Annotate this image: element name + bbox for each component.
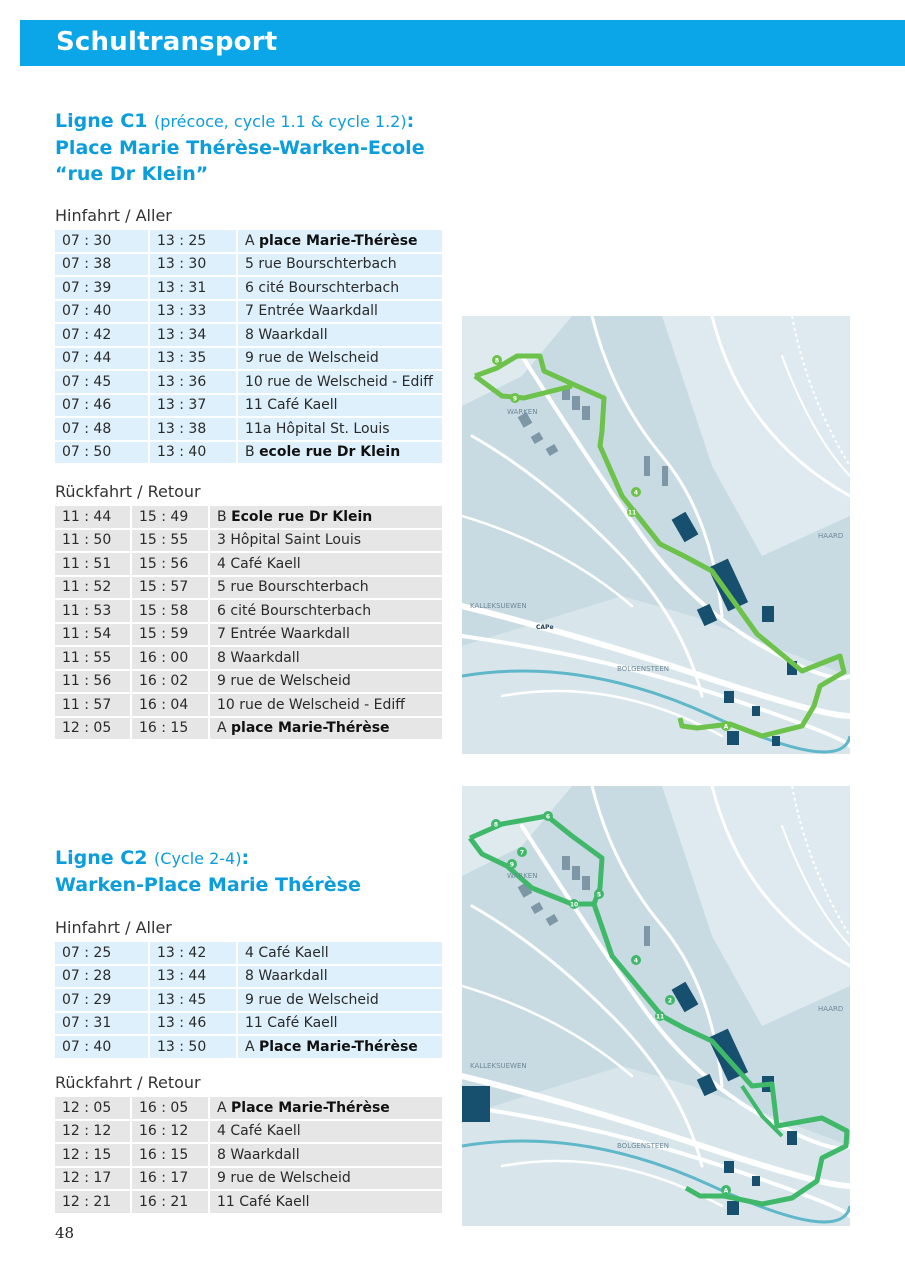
stop-code: 10 <box>245 373 263 390</box>
c2-return-table <box>55 1095 442 1215</box>
stop-cell <box>236 942 442 964</box>
schedule-row <box>55 371 442 393</box>
departure-time-morning: 12 : 21 <box>55 1191 130 1213</box>
departure-time-afternoon: 13 : 46 <box>148 1013 236 1035</box>
departure-time-morning: 07 : 44 <box>55 348 148 370</box>
stop-code: B <box>245 444 255 461</box>
svg-text:8: 8 <box>493 821 499 829</box>
svg-text:HAARD: HAARD <box>818 1005 844 1013</box>
svg-text:10: 10 <box>569 901 579 909</box>
stop-cell <box>236 989 442 1011</box>
c1-outbound-table <box>55 228 442 465</box>
c2-outbound-table <box>55 940 442 1060</box>
stop-code: 7 <box>245 303 254 320</box>
schedule-row <box>55 1121 442 1143</box>
line-c1-route-1: Place Marie Thérèse-Warken-Ecole <box>55 137 425 159</box>
stop-cell <box>236 418 442 440</box>
line-c2-route-1: Warken-Place Marie Thérèse <box>55 874 361 896</box>
c2-outbound-title: Hinfahrt / Aller <box>55 918 172 937</box>
departure-time-afternoon: 16 : 21 <box>130 1191 208 1213</box>
stop-name: rue de Welscheid <box>230 673 351 690</box>
schedule-row <box>55 647 442 669</box>
svg-text:KALLEKSUEWEN: KALLEKSUEWEN <box>470 602 527 610</box>
svg-text:WARKEN: WARKEN <box>507 872 538 880</box>
schedule-row <box>55 530 442 552</box>
stop-cell <box>208 624 442 646</box>
stop-cell <box>208 1121 442 1143</box>
c2-return-title: Rückfahrt / Retour <box>55 1073 201 1092</box>
departure-time-morning: 07 : 28 <box>55 966 148 988</box>
departure-time-morning: 11 : 53 <box>55 600 130 622</box>
stop-name: Waarkdall <box>230 1146 300 1163</box>
departure-time-morning: 07 : 40 <box>55 1036 148 1058</box>
schedule-row <box>55 254 442 276</box>
stop-name: rue de Welscheid <box>258 350 379 367</box>
stop-name: rue de Welscheid - Ediff <box>267 373 433 390</box>
c1-route-map <box>462 316 850 754</box>
stop-code: 9 <box>245 991 254 1008</box>
departure-time-afternoon: 13 : 37 <box>148 395 236 417</box>
stop-cell <box>208 600 442 622</box>
stop-name: Café Kaell <box>267 397 338 414</box>
departure-time-afternoon: 13 : 40 <box>148 442 236 464</box>
stop-cell <box>236 1013 442 1035</box>
departure-time-morning: 07 : 39 <box>55 277 148 299</box>
stop-name: Café Kaell <box>267 1015 338 1032</box>
line-c1-name: Ligne C1 <box>55 110 148 132</box>
svg-text:11: 11 <box>627 509 637 517</box>
line-c1-route-2: “rue Dr Klein” <box>55 163 209 185</box>
schedule-row <box>55 324 442 346</box>
svg-text:BOLGENSTEEN: BOLGENSTEEN <box>617 1142 669 1150</box>
departure-time-afternoon: 13 : 42 <box>148 942 236 964</box>
svg-text:A: A <box>723 723 729 731</box>
stop-name: Hôpital Saint Louis <box>230 532 361 549</box>
stop-cell <box>236 371 442 393</box>
departure-time-afternoon: 16 : 04 <box>130 694 208 716</box>
stop-name: place Marie-Thérèse <box>231 720 390 737</box>
stop-name: Entrée Waarkdall <box>230 626 350 643</box>
line-c1-colon: : <box>406 110 415 132</box>
stop-cell <box>208 577 442 599</box>
stop-cell <box>208 1097 442 1119</box>
schedule-row <box>55 989 442 1011</box>
stop-name: rue Bourschterbach <box>230 579 369 596</box>
schedule-row <box>55 577 442 599</box>
stop-name: Ecole rue Dr Klein <box>231 508 373 525</box>
schedule-row <box>55 694 442 716</box>
stop-cell <box>208 718 442 740</box>
schedule-row <box>55 442 442 464</box>
departure-time-morning: 12 : 17 <box>55 1168 130 1190</box>
departure-time-morning: 07 : 29 <box>55 989 148 1011</box>
stop-cell <box>236 395 442 417</box>
departure-time-afternoon: 16 : 15 <box>130 1144 208 1166</box>
stop-name: rue Bourschterbach <box>258 256 397 273</box>
departure-time-morning: 12 : 05 <box>55 1097 130 1119</box>
stop-name: place Marie-Thérèse <box>259 232 418 249</box>
stop-code: 8 <box>245 968 254 985</box>
departure-time-afternoon: 15 : 59 <box>130 624 208 646</box>
departure-time-morning: 07 : 45 <box>55 371 148 393</box>
svg-text:9: 9 <box>512 395 518 403</box>
svg-text:WARKEN: WARKEN <box>507 408 538 416</box>
departure-time-afternoon: 13 : 31 <box>148 277 236 299</box>
page-title: Schultransport <box>56 27 278 57</box>
stop-code: A <box>245 1038 255 1055</box>
departure-time-morning: 07 : 46 <box>55 395 148 417</box>
stop-code: 5 <box>217 579 226 596</box>
schedule-row <box>55 624 442 646</box>
departure-time-morning: 11 : 50 <box>55 530 130 552</box>
departure-time-morning: 11 : 52 <box>55 577 130 599</box>
stop-code: A <box>245 232 255 249</box>
line-c2-heading <box>55 845 361 898</box>
stop-code: 4 <box>245 944 254 961</box>
schedule-row <box>55 1191 442 1213</box>
departure-time-morning: 12 : 15 <box>55 1144 130 1166</box>
schedule-row <box>55 277 442 299</box>
departure-time-afternoon: 16 : 02 <box>130 671 208 693</box>
stop-name: Waarkdall <box>258 968 328 985</box>
schedule-row <box>55 1013 442 1035</box>
departure-time-morning: 07 : 38 <box>55 254 148 276</box>
stop-cell <box>208 694 442 716</box>
line-c1-subtitle: (précoce, cycle 1.1 & cycle 1.2) <box>154 112 407 131</box>
departure-time-morning: 12 : 05 <box>55 718 130 740</box>
schedule-row <box>55 395 442 417</box>
departure-time-afternoon: 13 : 50 <box>148 1036 236 1058</box>
schedule-row <box>55 230 442 252</box>
stop-code: 9 <box>245 350 254 367</box>
departure-time-afternoon: 16 : 00 <box>130 647 208 669</box>
stop-code: B <box>217 508 227 525</box>
stop-name: cité Bourschterbach <box>258 279 400 296</box>
departure-time-morning: 07 : 48 <box>55 418 148 440</box>
departure-time-morning: 11 : 55 <box>55 647 130 669</box>
svg-text:8: 8 <box>494 357 500 365</box>
stop-code: 3 <box>217 532 226 549</box>
departure-time-afternoon: 13 : 35 <box>148 348 236 370</box>
stop-code: 6 <box>217 602 226 619</box>
svg-text:9: 9 <box>509 861 515 869</box>
svg-text:KALLEKSUEWEN: KALLEKSUEWEN <box>470 1062 527 1070</box>
svg-text:HAARD: HAARD <box>818 532 844 540</box>
departure-time-morning: 11 : 54 <box>55 624 130 646</box>
departure-time-morning: 11 : 44 <box>55 506 130 528</box>
stop-cell <box>208 647 442 669</box>
schedule-row <box>55 600 442 622</box>
departure-time-afternoon: 16 : 12 <box>130 1121 208 1143</box>
stop-name: Hôpital St. Louis <box>275 420 390 437</box>
stop-code: 9 <box>217 1170 226 1187</box>
departure-time-afternoon: 15 : 55 <box>130 530 208 552</box>
stop-cell <box>208 506 442 528</box>
svg-text:4: 4 <box>633 489 639 497</box>
stop-cell <box>236 277 442 299</box>
stop-code: 8 <box>217 1146 226 1163</box>
stop-code: 7 <box>217 626 226 643</box>
stop-cell <box>208 1144 442 1166</box>
svg-text:4: 4 <box>633 957 639 965</box>
departure-time-afternoon: 13 : 33 <box>148 301 236 323</box>
svg-text:A: A <box>723 1187 729 1195</box>
stop-name: rue de Welscheid <box>230 1170 351 1187</box>
stop-name: ecole rue Dr Klein <box>259 444 401 461</box>
line-c2-name: Ligne C2 <box>55 847 148 869</box>
stop-name: Entrée Waarkdall <box>258 303 378 320</box>
departure-time-morning: 11 : 57 <box>55 694 130 716</box>
departure-time-morning: 07 : 40 <box>55 301 148 323</box>
stop-code: 4 <box>217 1123 226 1140</box>
schedule-row <box>55 1036 442 1058</box>
stop-name: Café Kaell <box>230 1123 301 1140</box>
svg-text:BOLGENSTEEN: BOLGENSTEEN <box>617 665 669 673</box>
stop-code: 11 <box>217 1193 235 1210</box>
svg-text:2: 2 <box>667 997 673 1005</box>
page-number: 48 <box>55 1224 75 1242</box>
stop-code: 11 <box>245 1015 263 1032</box>
departure-time-afternoon: 15 : 56 <box>130 553 208 575</box>
svg-text:6: 6 <box>545 813 551 821</box>
stop-cell <box>208 671 442 693</box>
stop-cell <box>236 348 442 370</box>
schedule-row <box>55 671 442 693</box>
schedule-row <box>55 942 442 964</box>
departure-time-afternoon: 15 : 49 <box>130 506 208 528</box>
c1-return-title: Rückfahrt / Retour <box>55 482 201 501</box>
stop-name: Café Kaell <box>230 555 301 572</box>
departure-time-afternoon: 13 : 25 <box>148 230 236 252</box>
stop-code: 8 <box>245 326 254 343</box>
departure-time-afternoon: 15 : 57 <box>130 577 208 599</box>
line-c2-colon: : <box>241 847 250 869</box>
schedule-row <box>55 1168 442 1190</box>
stop-cell <box>236 324 442 346</box>
stop-code: 11a <box>245 420 272 437</box>
stop-name: cité Bourschterbach <box>230 602 372 619</box>
stop-name: rue de Welscheid - Ediff <box>239 696 405 713</box>
svg-text:5: 5 <box>596 891 602 899</box>
stop-code: A <box>217 1099 227 1116</box>
stop-cell <box>236 254 442 276</box>
departure-time-morning: 07 : 25 <box>55 942 148 964</box>
departure-time-morning: 11 : 51 <box>55 553 130 575</box>
departure-time-afternoon: 13 : 34 <box>148 324 236 346</box>
stop-code: 8 <box>217 649 226 666</box>
stop-code: 5 <box>245 256 254 273</box>
departure-time-afternoon: 13 : 45 <box>148 989 236 1011</box>
departure-time-afternoon: 16 : 15 <box>130 718 208 740</box>
header-banner <box>20 20 905 66</box>
stop-code: 6 <box>245 279 254 296</box>
departure-time-afternoon: 16 : 05 <box>130 1097 208 1119</box>
departure-time-afternoon: 13 : 30 <box>148 254 236 276</box>
c1-outbound-title: Hinfahrt / Aller <box>55 206 172 225</box>
stop-cell <box>208 1168 442 1190</box>
departure-time-morning: 07 : 31 <box>55 1013 148 1035</box>
stop-code: A <box>217 720 227 737</box>
stop-cell <box>208 1191 442 1213</box>
schedule-row <box>55 301 442 323</box>
departure-time-morning: 07 : 30 <box>55 230 148 252</box>
stop-name: Place Marie-Thérèse <box>259 1038 418 1055</box>
schedule-row <box>55 1097 442 1119</box>
schedule-row <box>55 718 442 740</box>
c2-route-map <box>462 786 850 1226</box>
departure-time-morning: 07 : 42 <box>55 324 148 346</box>
departure-time-morning: 11 : 56 <box>55 671 130 693</box>
svg-text:CAPe: CAPe <box>536 624 554 631</box>
departure-time-afternoon: 16 : 17 <box>130 1168 208 1190</box>
stop-cell <box>236 966 442 988</box>
stop-cell <box>236 442 442 464</box>
line-c1-heading <box>55 108 425 187</box>
stop-name: Café Kaell <box>258 944 329 961</box>
c1-return-table <box>55 504 442 741</box>
stop-cell <box>236 1036 442 1058</box>
stop-code: 9 <box>217 673 226 690</box>
line-c2-subtitle: (Cycle 2-4) <box>154 849 242 868</box>
stop-code: 11 <box>245 397 263 414</box>
departure-time-morning: 12 : 12 <box>55 1121 130 1143</box>
stop-name: Waarkdall <box>258 326 328 343</box>
departure-time-afternoon: 13 : 44 <box>148 966 236 988</box>
schedule-row <box>55 553 442 575</box>
departure-time-afternoon: 13 : 38 <box>148 418 236 440</box>
svg-text:7: 7 <box>519 849 525 857</box>
schedule-row <box>55 418 442 440</box>
stop-code: 10 <box>217 696 235 713</box>
stop-cell <box>208 553 442 575</box>
stop-name: Waarkdall <box>230 649 300 666</box>
stop-name: rue de Welscheid <box>258 991 379 1008</box>
stop-cell <box>208 530 442 552</box>
schedule-row <box>55 348 442 370</box>
stop-name: Place Marie-Thérèse <box>231 1099 390 1116</box>
stop-name: Café Kaell <box>239 1193 310 1210</box>
departure-time-afternoon: 13 : 36 <box>148 371 236 393</box>
schedule-row <box>55 1144 442 1166</box>
stop-code: 4 <box>217 555 226 572</box>
stop-cell <box>236 230 442 252</box>
departure-time-morning: 07 : 50 <box>55 442 148 464</box>
departure-time-afternoon: 15 : 58 <box>130 600 208 622</box>
stop-cell <box>236 301 442 323</box>
svg-text:11: 11 <box>655 1013 665 1021</box>
schedule-row <box>55 506 442 528</box>
schedule-row <box>55 966 442 988</box>
